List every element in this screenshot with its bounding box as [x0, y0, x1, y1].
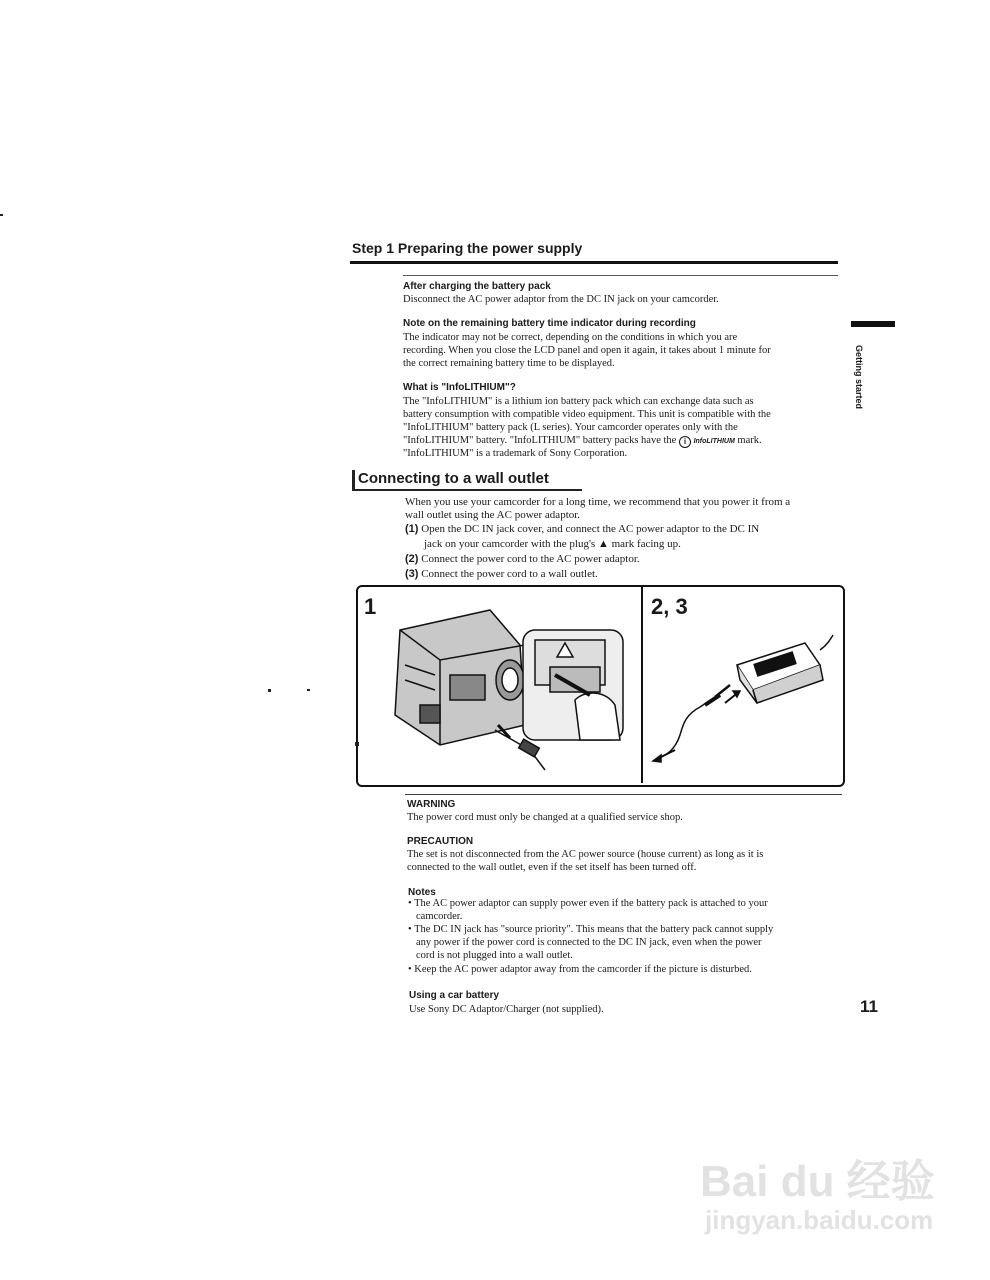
scan-speck	[355, 742, 359, 746]
infolithium-line4-end: mark.	[737, 435, 762, 446]
car-battery-body: Use Sony DC Adaptor/Charger (not supplied).	[409, 1004, 604, 1015]
connecting-step-2	[405, 552, 640, 567]
warning-body: The power cord must only be changed at a qualified service shop.	[407, 812, 683, 823]
note-item-2-line2: any power if the power cord is connected to the DC IN jack, even when the power	[416, 937, 762, 948]
power-adaptor-illustration	[645, 625, 835, 775]
step-number: (1)	[405, 523, 419, 535]
infolithium-line1: The "InfoLITHIUM" is a lithium ion battery pack which can exchange data such as	[403, 396, 754, 407]
infolithium-line4-text: "InfoLITHIUM" battery. "InfoLITHIUM" battery packs have the	[403, 435, 677, 446]
note-remaining-line1: The indicator may not be correct, depending on the conditions in which you are	[403, 332, 738, 343]
note-remaining-line3: the correct remaining battery time to be displayed.	[403, 358, 615, 369]
step-text: Connect the power cord to a wall outlet.	[421, 568, 598, 580]
step-text: Connect the power cord to the AC power adaptor.	[421, 553, 640, 565]
section-tab-marker	[851, 321, 895, 327]
figure-label-left: 1	[364, 594, 377, 619]
infolithium-line2: battery consumption with compatible video equipment. This unit is compatible with the	[403, 409, 771, 420]
watermark-brand: Bai du 经验	[700, 1157, 935, 1206]
step-title: Step 1 Preparing the power supply	[352, 240, 583, 256]
note-remaining-line2: recording. When you close the LCD panel and open it again, it takes about 1 minute for	[403, 345, 771, 356]
infolithium-line5: "InfoLITHIUM" is a trademark of Sony Corporation.	[403, 448, 628, 459]
figure-label-right: 2, 3	[651, 594, 688, 619]
scan-speck	[0, 214, 3, 216]
scan-speck	[307, 689, 310, 691]
section-marker	[352, 470, 355, 490]
infolithium-logo-text: InfoLITHIUM	[693, 438, 735, 445]
illustration-divider	[641, 587, 643, 783]
infolithium-logo-icon: i	[679, 436, 691, 448]
notes-heading: Notes	[408, 887, 436, 898]
connecting-intro-line2: wall outlet using the AC power adaptor.	[405, 509, 581, 521]
scan-speck	[268, 689, 271, 692]
precaution-heading: PRECAUTION	[407, 836, 474, 847]
after-charging-heading: After charging the battery pack	[403, 281, 551, 292]
precaution-line2: connected to the wall outlet, even if the set itself has been turned off.	[407, 862, 697, 873]
step-number: (2)	[405, 553, 419, 565]
header-rule	[350, 261, 838, 264]
precaution-line1: The set is not disconnected from the AC power source (house current) as long as it is	[407, 849, 764, 860]
infolithium-line4	[403, 434, 762, 448]
note-item-1-line2: camcorder.	[416, 911, 463, 922]
after-charging-body: Disconnect the AC power adaptor from the DC IN jack on your camcorder.	[403, 294, 719, 305]
camcorder-illustration	[380, 605, 635, 780]
connecting-step-1-cont: jack on your camcorder with the plug's ▲ mark facing up.	[424, 538, 681, 550]
side-section-label: Getting started	[854, 345, 864, 410]
note-item-1-line1: • The AC power adaptor can supply power even if the battery pack is attached to your	[408, 898, 768, 909]
infolithium-line3: "InfoLITHIUM" battery pack (L series). Your camcorder operates only with the	[403, 422, 738, 433]
connecting-title: Connecting to a wall outlet	[358, 470, 549, 487]
connecting-intro-line1: When you use your camcorder for a long time, we recommend that you power it from a	[405, 496, 791, 508]
connecting-step-1	[405, 522, 759, 537]
note-item-2-line1: • The DC IN jack has "source priority". This means that the battery pack cannot supply	[408, 924, 774, 935]
note-item-2-line3: cord is not plugged into a wall outlet.	[416, 950, 573, 961]
connecting-step-3	[405, 567, 598, 582]
warning-heading: WARNING	[407, 799, 456, 810]
notes-rule	[405, 794, 842, 795]
step-text: Open the DC IN jack cover, and connect the AC power adaptor to the DC IN	[421, 523, 760, 535]
connecting-title-rule	[352, 489, 582, 491]
header-subrule	[403, 275, 838, 276]
watermark-url: jingyan.baidu.com	[705, 1205, 934, 1235]
page-number: 11	[860, 997, 878, 1016]
car-battery-heading: Using a car battery	[409, 990, 500, 1001]
note-item-3-line1: • Keep the AC power adaptor away from the camcorder if the picture is disturbed.	[408, 964, 752, 975]
step-number: (3)	[405, 568, 419, 580]
infolithium-heading: What is "InfoLITHIUM"?	[403, 382, 516, 393]
note-remaining-heading: Note on the remaining battery time indicator during recording	[403, 318, 696, 329]
